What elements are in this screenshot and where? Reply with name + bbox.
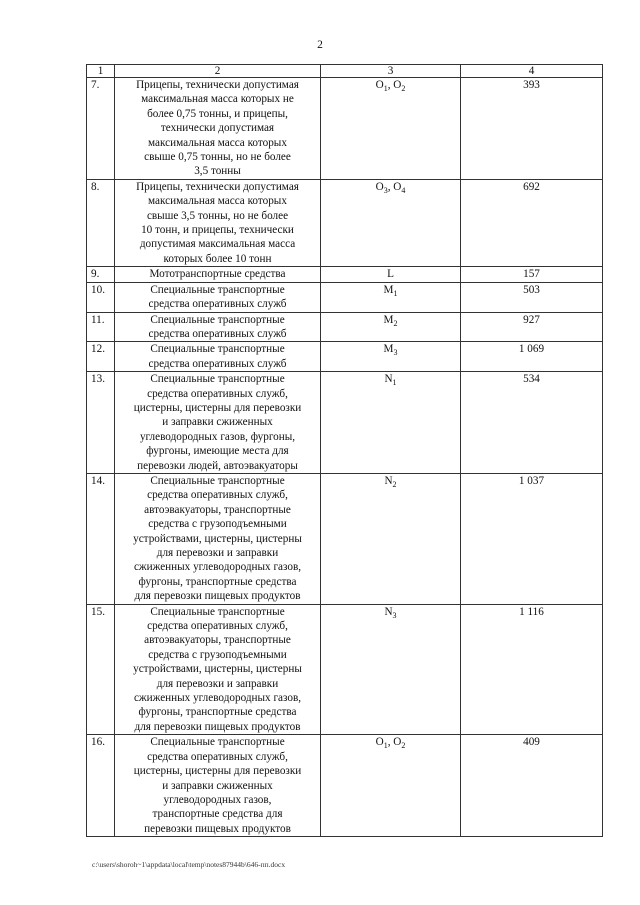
category-subscript: 3 xyxy=(392,610,397,620)
row-number: 16. xyxy=(87,735,115,837)
category-subscript: 2 xyxy=(401,84,406,94)
vehicle-category xyxy=(321,282,461,312)
vehicle-description: Специальные транспортные средства оперативных служб xyxy=(115,312,321,342)
category-letter: О xyxy=(375,79,384,91)
category-letter: О xyxy=(393,736,402,749)
row-number: 10. xyxy=(87,282,115,312)
vehicle-description: Специальные транспортные средства оперативных служб xyxy=(115,282,321,312)
category-subscript: 1 xyxy=(383,741,388,751)
category-subscript: 4 xyxy=(401,186,406,196)
row-number: 12. xyxy=(87,342,115,372)
header-cell: 2 xyxy=(115,65,321,78)
category-letter: N xyxy=(384,605,393,618)
category-subscript: 2 xyxy=(392,480,397,490)
vehicle-category xyxy=(321,267,461,282)
vehicle-category: $О_3$, $О_4$ xyxy=(321,179,461,266)
vehicle-description: Специальные транспортные средства оперативных служб, цистерны, цистерны для перевозки и заправки сжиженных углеводородных газов, транспортные средства для перевозки пищевых продуктов xyxy=(115,735,321,837)
table-row xyxy=(87,179,603,266)
table-row xyxy=(87,372,603,474)
table-row xyxy=(87,735,603,837)
category-subscript: 2 xyxy=(401,741,406,751)
category-letter: М xyxy=(383,313,394,326)
vehicle-description: Специальные транспортные средства оперативных служб, автоэвакуаторы, транспортные средства с грузоподъемными устройствами, цистерны, цистерны для перевозки и заправки сжиженных углеводородных газов, фургоны, транспортные средства для перевозки пищевых продуктов xyxy=(115,604,321,735)
category-letter: О xyxy=(393,79,402,91)
amount-value: 692 xyxy=(461,179,603,266)
row-number: 13. xyxy=(87,372,115,474)
table-row xyxy=(87,282,603,312)
vehicle-category: $О_1$, $О_2$ xyxy=(321,78,461,180)
category-letter: О xyxy=(375,180,384,193)
amount-value: 409 xyxy=(461,735,603,837)
row-number: 11. xyxy=(87,312,115,342)
category-subscript: 1 xyxy=(383,84,388,94)
header-cell: 3 xyxy=(321,65,461,78)
vehicle-category: $О_1$, $О_2$ xyxy=(321,735,461,837)
table-row xyxy=(87,312,603,342)
table-header-row xyxy=(87,65,603,78)
vehicle-category xyxy=(321,312,461,342)
header-cell: 4 xyxy=(461,65,603,78)
vehicle-category xyxy=(321,372,461,474)
table-row xyxy=(87,267,603,282)
vehicle-category xyxy=(321,473,461,604)
vehicle-description: Специальные транспортные средства оперативных служб, цистерны, цистерны для перевозки и заправки сжиженных углеводородных газов, фургоны, фургоны, имеющие места для перевозки людей, автоэвакуаторы xyxy=(115,372,321,474)
table-row xyxy=(87,78,603,180)
amount-value: 1 069 xyxy=(461,342,603,372)
category-subscript: 1 xyxy=(392,378,397,388)
amount-value: 534 xyxy=(461,372,603,474)
vehicle-description: Мототранспортные средства xyxy=(115,267,321,282)
vehicle-description: Специальные транспортные средства оперативных служб xyxy=(115,342,321,372)
amount-value: 157 xyxy=(461,267,603,282)
category-subscript: 3 xyxy=(383,186,388,196)
tariff-table xyxy=(86,64,603,837)
category-letter: N xyxy=(384,474,393,487)
amount-value: 393 xyxy=(461,78,603,180)
vehicle-description: Прицепы, технически допустимая максимальная масса которых свыше 3,5 тонны, но не более 10 тонн, и прицепы, технически допустимая максимальная масса которых более 10 тонн xyxy=(115,179,321,266)
amount-value: 1 037 xyxy=(461,473,603,604)
category-letter: М xyxy=(383,283,394,296)
row-number: 9. xyxy=(87,267,115,282)
vehicle-category xyxy=(321,342,461,372)
category-letter: N xyxy=(384,373,393,386)
category-letter: О xyxy=(375,736,384,749)
category-subscript: 3 xyxy=(393,348,398,358)
category-subscript: 1 xyxy=(393,288,398,298)
row-number: 7. xyxy=(87,78,115,180)
amount-value: 927 xyxy=(461,312,603,342)
category-letter: L xyxy=(387,268,394,281)
table-row xyxy=(87,342,603,372)
row-number: 15. xyxy=(87,604,115,735)
vehicle-description: Прицепы, технически допустимая максимальная масса которых не более 0,75 тонны, и прицепы, технически допустимая максимальная масса которых свыше 0,75 тонны, но не более 3,5 тонны xyxy=(115,78,321,180)
category-letter: М xyxy=(383,343,394,356)
amount-value: 503 xyxy=(461,282,603,312)
table-row xyxy=(87,604,603,735)
vehicle-category xyxy=(321,604,461,735)
row-number: 14. xyxy=(87,473,115,604)
page-number: 2 xyxy=(317,39,323,51)
amount-value: 1 116 xyxy=(461,604,603,735)
footer-file-path: c:\users\shoroh~1\appdata\local\temp\notes87944b\646-пп.docx xyxy=(92,860,286,869)
category-subscript: 2 xyxy=(393,318,398,328)
row-number: 8. xyxy=(87,179,115,266)
vehicle-description: Специальные транспортные средства оперативных служб, автоэвакуаторы, транспортные средства с грузоподъемными устройствами, цистерны, цистерны для перевозки и заправки сжиженных углеводородных газов, фургоны, транспортные средства для перевозки пищевых продуктов xyxy=(115,473,321,604)
category-letter: О xyxy=(393,180,402,193)
header-cell: 1 xyxy=(87,65,115,78)
table-row xyxy=(87,473,603,604)
